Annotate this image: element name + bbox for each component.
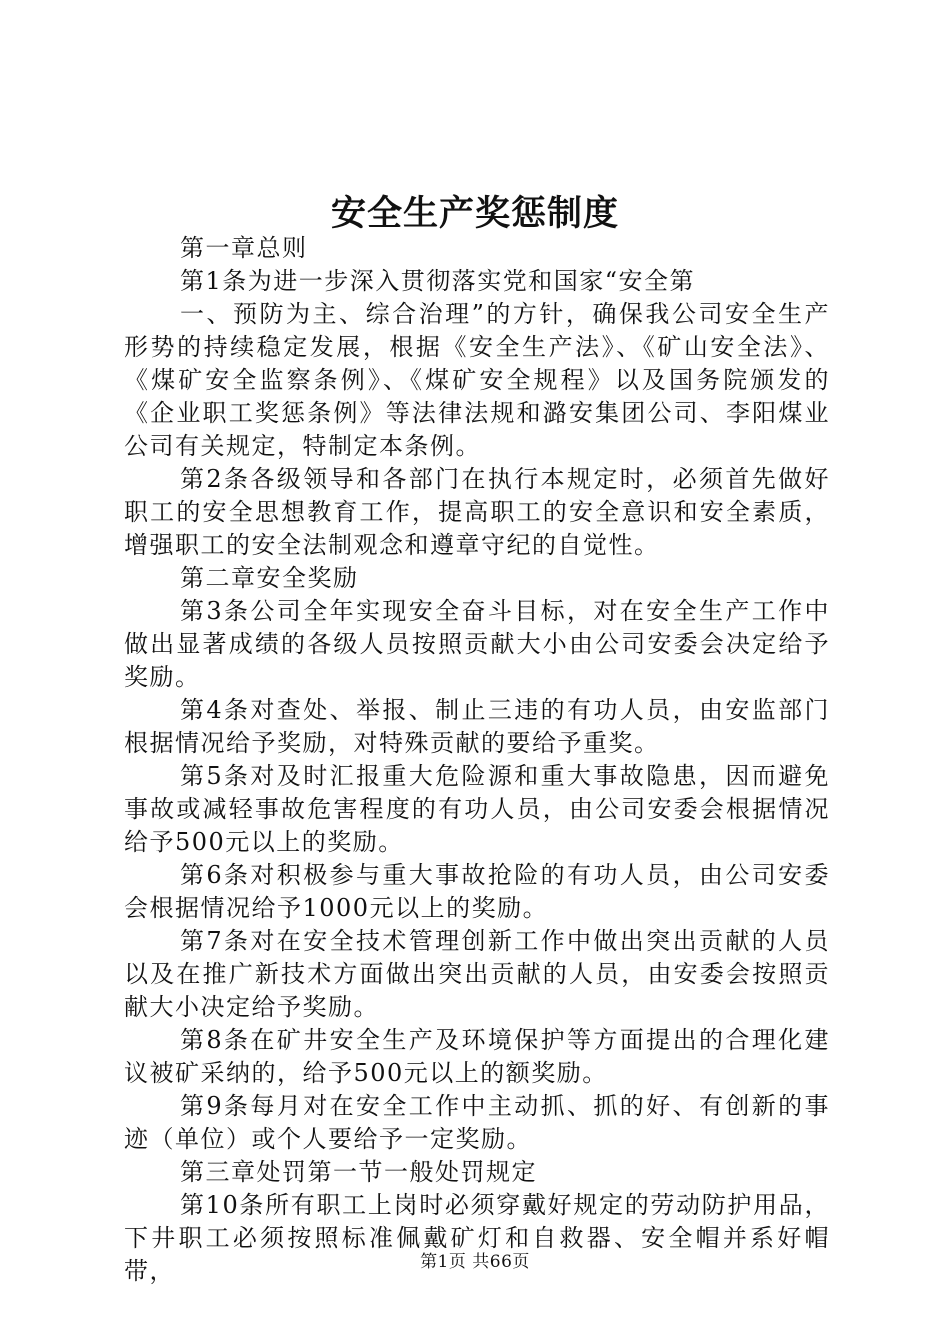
body-paragraph: 第4条对查处、举报、制止三违的有功人员，由安监部门根据情况给予奖励，对特殊贡献的要给予重奖。: [124, 696, 830, 757]
document-title: 安全生产奖惩制度: [330, 193, 619, 234]
body-paragraph: 第6条对积极参与重大事故抢险的有功人员，由公司安委会根据情况给予1000元以上的奖励。: [124, 861, 830, 922]
chapter-heading: 第一章总则: [180, 234, 308, 262]
document-body: [124, 232, 830, 1288]
body-paragraph: 第2条各级领导和各部门在执行本规定时，必须首先做好职工的安全思想教育工作，提高职工的安全意识和安全素质，增强职工的安全法制观念和遵章守纪的自觉性。: [124, 465, 830, 559]
body-paragraph: 第7条对在安全技术管理创新工作中做出突出贡献的人员以及在推广新技术方面做出突出贡献的人员，由安委会按照贡献大小决定给予奖励。: [124, 927, 830, 1021]
body-paragraph: 第1条为进一步深入贯彻落实党和国家“安全第: [180, 267, 696, 295]
body-paragraph: 第3条公司全年实现安全奋斗目标，对在安全生产工作中做出显著成绩的各级人员按照贡献大小由公司安委会决定给予奖励。: [124, 597, 830, 691]
page-number-footer: 第1页 共66页: [420, 1252, 530, 1272]
body-paragraph: 第8条在矿井安全生产及环境保护等方面提出的合理化建议被矿采纳的，给予500元以上的额奖励。: [124, 1026, 830, 1087]
body-paragraph: 第9条每月对在安全工作中主动抓、抓的好、有创新的事迹（单位）或个人要给予一定奖励。: [124, 1092, 830, 1153]
body-paragraph: 第10条所有职工上岗时必须穿戴好规定的劳动防护用品，下井职工必须按照标准佩戴矿灯和自救器、安全帽并系好帽带，: [124, 1191, 830, 1285]
body-paragraph: 一、预防为主、综合治理”的方针，确保我公司安全生产形势的持续稳定发展，根据《安全生产法》、《矿山安全法》、《煤矿安全监察条例》、《煤矿安全规程》以及国务院颁发的《企业职工奖惩条例》等法律法规和潞安集团公司、李阳煤业公司有关规定，特制定本条例。: [124, 300, 830, 460]
chapter-heading: 第三章处罚第一节一般处罚规定: [180, 1158, 537, 1186]
body-paragraph: 第5条对及时汇报重大危险源和重大事故隐患，因而避免事故或减轻事故危害程度的有功人员，由公司安委会根据情况给予500元以上的奖励。: [124, 762, 830, 856]
chapter-heading: 第二章安全奖励: [180, 564, 359, 592]
